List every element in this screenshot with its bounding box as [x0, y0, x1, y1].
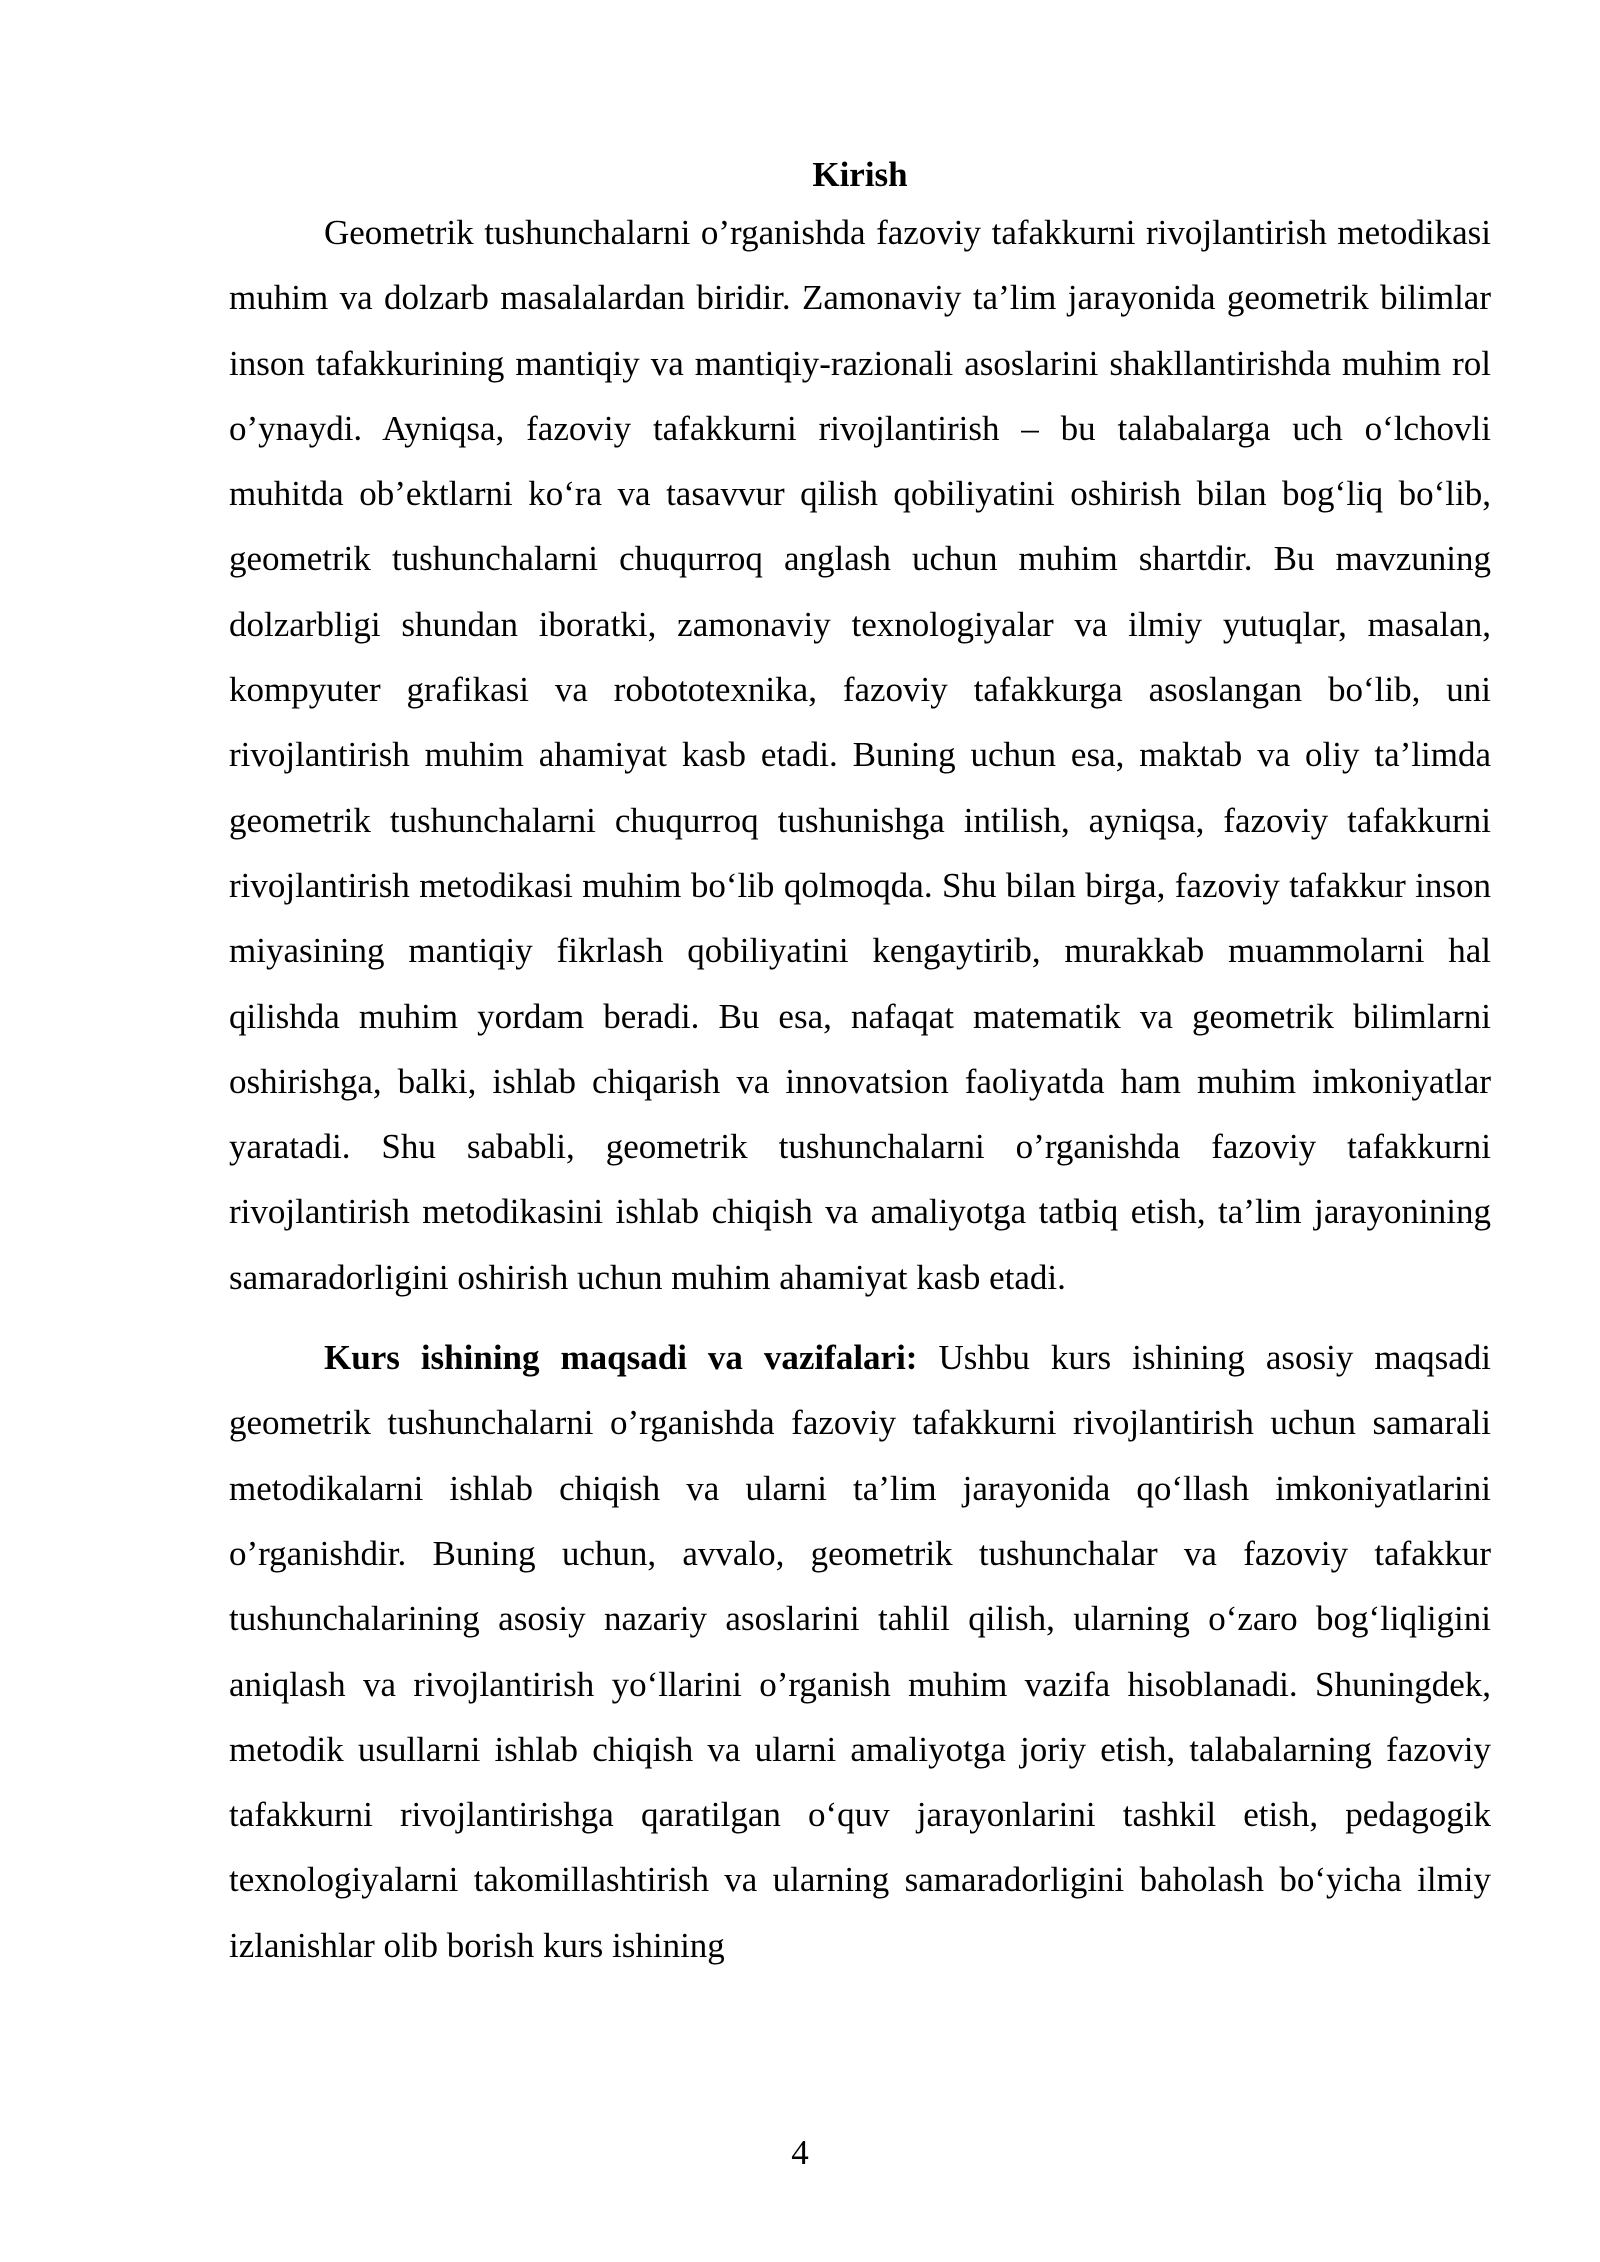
paragraph-lead: Kurs ishining maqsadi va vazifalari:: [324, 1338, 918, 1378]
goals-paragraph: [229, 1325, 1491, 1978]
intro-paragraph: [229, 200, 1491, 1310]
page-number: 4: [791, 2133, 809, 2172]
document-page: [229, 150, 1491, 1978]
paragraph-text: Ushbu kurs ishining asosiy maqsadi geometrik tushunchalarni o’rganishda fazoviy tafakkurni rivojlantirish uchun samarali metodikalarni ishlab chiqish va ularni ta’lim jarayonida qo‘llash imkoniyatlarini o’rganishdir. Buning uchun, avvalo, geometrik tushunchalar va fazoviy tafakkur tushunchalarining asosiy nazariy asoslarini tahlil qilish, ularning o‘zaro bog‘liqligini aniqlash va rivojlantirish yo‘llarini o’rganish muhim vazifa hisoblanadi. Shuningdek, metodik usullarni ishlab chiqish va ularni amaliyotga joriy etish, talabalarning fazoviy tafakkurni rivojlantirishga qaratilgan o‘quv jarayonlarini tashkil etish, pedagogik texnologiyalarni takomillashtirish va ularning samaradorligini baholash bo‘yicha ilmiy izlanishlar olib borish kurs ishining: [229, 1338, 1491, 1965]
paragraph-text: Geometrik tushunchalarni o’rganishda fazoviy tafakkurni rivojlantirish metodikasi muhim va dolzarb masalalardan biridir. Zamonaviy ta’lim jarayonida geometrik bilimlar inson tafakkurining mantiqiy va mantiqiy-razionali asoslarini shakllantirishda muhim rol o’ynaydi. Ayniqsa, fazoviy tafakkurni rivojlantirish – bu talabalarga uch o‘lchovli muhitda ob’ektlarni ko‘ra va tasavvur qilish qobiliyatini oshirish bilan bog‘liq bo‘lib, geometrik tushunchalarni chuqurroq anglash uchun muhim shartdir. Bu mavzuning dolzarbligi shundan iboratki, zamonaviy texnologiyalar va ilmiy yutuqlar, masalan, kompyuter grafikasi va robototexnika, fazoviy tafakkurga asoslangan bo‘lib, uni rivojlantirish muhim ahamiyat kasb etadi. Buning uchun esa, maktab va oliy ta’limda geometrik tushunchalarni chuqurroq tushunishga intilish, ayniqsa, fazoviy tafakkurni rivojlantirish metodikasi muhim bo‘lib qolmoqda. Shu bilan birga, fazoviy tafakkur inson miyasining mantiqiy fikrlash qobiliyatini kengaytirib, murakkab muammolarni hal qilishda muhim yordam beradi. Bu esa, nafaqat matematik va geometrik bilimlarni oshirishga, balki, ishlab chiqarish va innovatsion faoliyatda ham muhim imkoniyatlar yaratadi. Shu sababli, geometrik tushunchalarni o’rganishda fazoviy tafakkurni rivojlantirish metodikasini ishlab chiqish va amaliyotga tatbiq etish, ta’lim jarayonining samaradorligini oshirish uchun muhim ahamiyat kasb etadi.: [229, 213, 1491, 1297]
section-heading: Kirish: [812, 155, 908, 194]
